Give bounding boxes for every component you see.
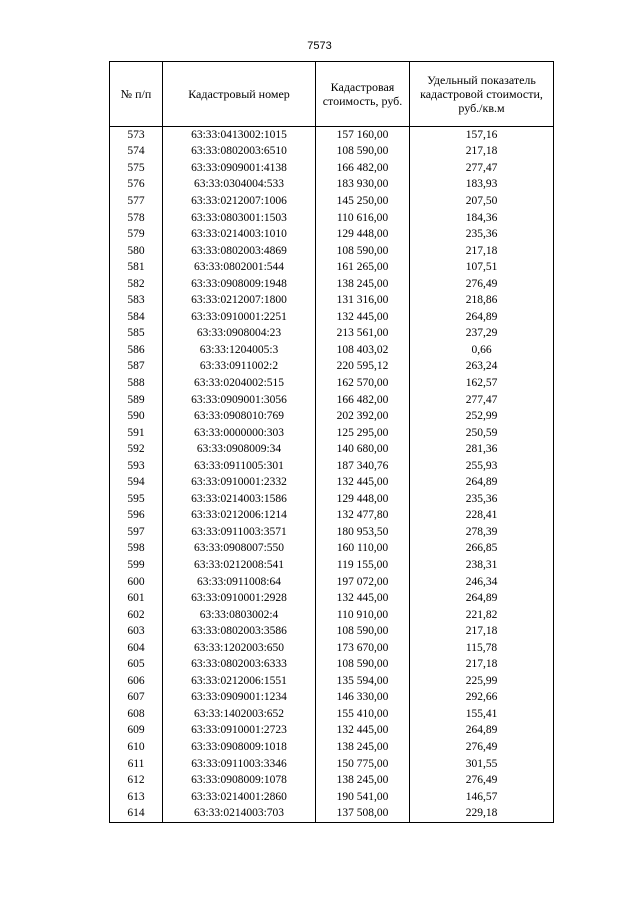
table-row xyxy=(110,657,554,674)
table-row xyxy=(110,739,554,756)
cadastral-value-cell: 119 155,00 xyxy=(316,557,410,574)
row-number-cell: 599 xyxy=(110,557,163,574)
specific-value-cell: 264,89 xyxy=(410,474,554,491)
cadastral-number-cell: 63:33:0214003:703 xyxy=(163,805,316,822)
specific-value-cell: 107,51 xyxy=(410,259,554,276)
cadastral-value-cell: 132 445,00 xyxy=(316,474,410,491)
table-row xyxy=(110,127,554,144)
specific-value-cell: 235,36 xyxy=(410,491,554,508)
cadastral-value-cell: 180 953,50 xyxy=(316,524,410,541)
cadastral-value-cell: 173 670,00 xyxy=(316,640,410,657)
cadastral-value-cell: 108 590,00 xyxy=(316,657,410,674)
row-number-cell: 600 xyxy=(110,574,163,591)
cadastral-number-cell: 63:33:0413002:1015 xyxy=(163,127,316,144)
row-number-cell: 592 xyxy=(110,441,163,458)
cadastral-value-cell: 190 541,00 xyxy=(316,789,410,806)
row-number-cell: 591 xyxy=(110,425,163,442)
specific-value-cell: 221,82 xyxy=(410,607,554,624)
table-row xyxy=(110,441,554,458)
specific-value-cell: 229,18 xyxy=(410,805,554,822)
cadastral-value-cell: 162 570,00 xyxy=(316,375,410,392)
row-number-cell: 581 xyxy=(110,259,163,276)
row-number-cell: 588 xyxy=(110,375,163,392)
row-number-cell: 573 xyxy=(110,127,163,144)
cadastral-number-cell: 63:33:0908009:1078 xyxy=(163,772,316,789)
cadastral-value-cell: 108 403,02 xyxy=(316,342,410,359)
specific-value-cell: 281,36 xyxy=(410,441,554,458)
table-row xyxy=(110,690,554,707)
cadastral-value-cell: 138 245,00 xyxy=(316,276,410,293)
specific-value-cell: 218,86 xyxy=(410,292,554,309)
cadastral-number-cell: 63:33:0908004:23 xyxy=(163,326,316,343)
cadastral-number-cell: 63:33:0910001:2928 xyxy=(163,590,316,607)
cadastral-value-cell: 161 265,00 xyxy=(316,259,410,276)
table-row xyxy=(110,623,554,640)
cadastral-number-cell: 63:33:0911002:2 xyxy=(163,359,316,376)
specific-value-cell: 217,18 xyxy=(410,623,554,640)
table-row xyxy=(110,292,554,309)
header-cadastral-value: Кадастровая стоимость, руб. xyxy=(316,62,410,127)
specific-value-cell: 217,18 xyxy=(410,243,554,260)
cadastral-number-cell: 63:33:0212008:541 xyxy=(163,557,316,574)
row-number-cell: 585 xyxy=(110,326,163,343)
cadastral-value-cell: 150 775,00 xyxy=(316,756,410,773)
cadastral-number-cell: 63:33:0802003:6510 xyxy=(163,144,316,161)
cadastral-number-cell: 63:33:0304004:533 xyxy=(163,177,316,194)
cadastral-value-cell: 108 590,00 xyxy=(316,623,410,640)
row-number-cell: 605 xyxy=(110,657,163,674)
cadastral-number-cell: 63:33:0802001:544 xyxy=(163,259,316,276)
cadastral-value-cell: 110 616,00 xyxy=(316,210,410,227)
cadastral-number-cell: 63:33:0212006:1214 xyxy=(163,508,316,525)
specific-value-cell: 264,89 xyxy=(410,590,554,607)
specific-value-cell: 266,85 xyxy=(410,541,554,558)
cadastral-value-cell: 160 110,00 xyxy=(316,541,410,558)
row-number-cell: 576 xyxy=(110,177,163,194)
cadastral-number-cell: 63:33:0908009:1948 xyxy=(163,276,316,293)
table-row xyxy=(110,458,554,475)
cadastral-number-cell: 63:33:0802003:3586 xyxy=(163,623,316,640)
cadastral-value-cell: 146 330,00 xyxy=(316,690,410,707)
table-row xyxy=(110,789,554,806)
row-number-cell: 583 xyxy=(110,292,163,309)
specific-value-cell: 263,24 xyxy=(410,359,554,376)
specific-value-cell: 237,29 xyxy=(410,326,554,343)
cadastral-value-cell: 220 595,12 xyxy=(316,359,410,376)
specific-value-cell: 264,89 xyxy=(410,723,554,740)
specific-value-cell: 183,93 xyxy=(410,177,554,194)
table-row xyxy=(110,144,554,161)
cadastral-number-cell: 63:33:0910001:2723 xyxy=(163,723,316,740)
specific-value-cell: 277,47 xyxy=(410,160,554,177)
specific-value-cell: 217,18 xyxy=(410,144,554,161)
row-number-cell: 610 xyxy=(110,739,163,756)
table-row xyxy=(110,359,554,376)
cadastral-value-cell: 187 340,76 xyxy=(316,458,410,475)
cadastral-value-cell: 202 392,00 xyxy=(316,408,410,425)
header-row-number: № п/п xyxy=(110,62,163,127)
cadastral-number-cell: 63:33:0212007:1006 xyxy=(163,193,316,210)
specific-value-cell: 252,99 xyxy=(410,408,554,425)
cadastral-value-cell: 110 910,00 xyxy=(316,607,410,624)
specific-value-cell: 238,31 xyxy=(410,557,554,574)
cadastral-value-table xyxy=(109,61,554,823)
table-row xyxy=(110,723,554,740)
specific-value-cell: 255,93 xyxy=(410,458,554,475)
specific-value-cell: 217,18 xyxy=(410,657,554,674)
row-number-cell: 575 xyxy=(110,160,163,177)
table-row xyxy=(110,607,554,624)
row-number-cell: 584 xyxy=(110,309,163,326)
cadastral-value-cell: 155 410,00 xyxy=(316,706,410,723)
row-number-cell: 595 xyxy=(110,491,163,508)
cadastral-number-cell: 63:33:0909001:1234 xyxy=(163,690,316,707)
cadastral-value-cell: 183 930,00 xyxy=(316,177,410,194)
cadastral-number-cell: 63:33:0909001:4138 xyxy=(163,160,316,177)
cadastral-value-cell: 138 245,00 xyxy=(316,772,410,789)
table-row xyxy=(110,706,554,723)
row-number-cell: 604 xyxy=(110,640,163,657)
cadastral-value-cell: 135 594,00 xyxy=(316,673,410,690)
cadastral-value-cell: 166 482,00 xyxy=(316,160,410,177)
table-row xyxy=(110,276,554,293)
cadastral-number-cell: 63:33:0909001:3056 xyxy=(163,392,316,409)
table-row xyxy=(110,673,554,690)
row-number-cell: 590 xyxy=(110,408,163,425)
cadastral-value-cell: 129 448,00 xyxy=(316,491,410,508)
cadastral-number-cell: 63:33:0908010:769 xyxy=(163,408,316,425)
row-number-cell: 580 xyxy=(110,243,163,260)
specific-value-cell: 146,57 xyxy=(410,789,554,806)
table-header xyxy=(110,62,554,127)
table-row xyxy=(110,508,554,525)
header-specific-value: Удельный показатель кадастровой стоимости, руб./кв.м xyxy=(410,62,554,127)
specific-value-cell: 115,78 xyxy=(410,640,554,657)
cadastral-number-cell: 63:33:1204005:3 xyxy=(163,342,316,359)
cadastral-value-cell: 132 477,80 xyxy=(316,508,410,525)
table-row xyxy=(110,805,554,822)
row-number-cell: 582 xyxy=(110,276,163,293)
cadastral-value-cell: 157 160,00 xyxy=(316,127,410,144)
specific-value-cell: 301,55 xyxy=(410,756,554,773)
table-row xyxy=(110,210,554,227)
row-number-cell: 602 xyxy=(110,607,163,624)
cadastral-value-cell: 108 590,00 xyxy=(316,243,410,260)
specific-value-cell: 184,36 xyxy=(410,210,554,227)
row-number-cell: 607 xyxy=(110,690,163,707)
cadastral-value-cell: 145 250,00 xyxy=(316,193,410,210)
cadastral-number-cell: 63:33:0212006:1551 xyxy=(163,673,316,690)
table-row xyxy=(110,474,554,491)
table-row xyxy=(110,243,554,260)
row-number-cell: 612 xyxy=(110,772,163,789)
specific-value-cell: 276,49 xyxy=(410,739,554,756)
table-row xyxy=(110,491,554,508)
table-row xyxy=(110,557,554,574)
cadastral-number-cell: 63:33:0214003:1010 xyxy=(163,226,316,243)
row-number-cell: 587 xyxy=(110,359,163,376)
cadastral-value-cell: 132 445,00 xyxy=(316,590,410,607)
table-row xyxy=(110,226,554,243)
row-number-cell: 606 xyxy=(110,673,163,690)
row-number-cell: 579 xyxy=(110,226,163,243)
specific-value-cell: 157,16 xyxy=(410,127,554,144)
table-row xyxy=(110,425,554,442)
specific-value-cell: 276,49 xyxy=(410,772,554,789)
table-row xyxy=(110,590,554,607)
table-row xyxy=(110,524,554,541)
specific-value-cell: 250,59 xyxy=(410,425,554,442)
cadastral-value-cell: 213 561,00 xyxy=(316,326,410,343)
cadastral-number-cell: 63:33:0212007:1800 xyxy=(163,292,316,309)
row-number-cell: 614 xyxy=(110,805,163,822)
table-row xyxy=(110,756,554,773)
cadastral-number-cell: 63:33:1402003:652 xyxy=(163,706,316,723)
row-number-cell: 611 xyxy=(110,756,163,773)
cadastral-value-cell: 132 445,00 xyxy=(316,309,410,326)
cadastral-value-cell: 108 590,00 xyxy=(316,144,410,161)
specific-value-cell: 246,34 xyxy=(410,574,554,591)
cadastral-number-cell: 63:33:0910001:2251 xyxy=(163,309,316,326)
row-number-cell: 577 xyxy=(110,193,163,210)
cadastral-number-cell: 63:33:0214003:1586 xyxy=(163,491,316,508)
table-row xyxy=(110,326,554,343)
table-row xyxy=(110,375,554,392)
table-row xyxy=(110,342,554,359)
table-row xyxy=(110,574,554,591)
row-number-cell: 596 xyxy=(110,508,163,525)
row-number-cell: 589 xyxy=(110,392,163,409)
table-row xyxy=(110,408,554,425)
cadastral-number-cell: 63:33:0802003:6333 xyxy=(163,657,316,674)
cadastral-value-cell: 129 448,00 xyxy=(316,226,410,243)
specific-value-cell: 155,41 xyxy=(410,706,554,723)
specific-value-cell: 0,66 xyxy=(410,342,554,359)
specific-value-cell: 276,49 xyxy=(410,276,554,293)
row-number-cell: 593 xyxy=(110,458,163,475)
cadastral-value-cell: 166 482,00 xyxy=(316,392,410,409)
cadastral-value-cell: 125 295,00 xyxy=(316,425,410,442)
cadastral-number-cell: 63:33:0803001:1503 xyxy=(163,210,316,227)
cadastral-number-cell: 63:33:0911003:3346 xyxy=(163,756,316,773)
cadastral-number-cell: 63:33:0000000:303 xyxy=(163,425,316,442)
cadastral-number-cell: 63:33:0911003:3571 xyxy=(163,524,316,541)
row-number-cell: 601 xyxy=(110,590,163,607)
cadastral-number-cell: 63:33:0802003:4869 xyxy=(163,243,316,260)
row-number-cell: 613 xyxy=(110,789,163,806)
cadastral-number-cell: 63:33:0803002:4 xyxy=(163,607,316,624)
row-number-cell: 594 xyxy=(110,474,163,491)
cadastral-number-cell: 63:33:0911005:301 xyxy=(163,458,316,475)
specific-value-cell: 162,57 xyxy=(410,375,554,392)
cadastral-number-cell: 63:33:0910001:2332 xyxy=(163,474,316,491)
specific-value-cell: 264,89 xyxy=(410,309,554,326)
table-row xyxy=(110,193,554,210)
row-number-cell: 609 xyxy=(110,723,163,740)
table-row xyxy=(110,541,554,558)
row-number-cell: 597 xyxy=(110,524,163,541)
cadastral-value-cell: 131 316,00 xyxy=(316,292,410,309)
table-row xyxy=(110,160,554,177)
specific-value-cell: 228,41 xyxy=(410,508,554,525)
row-number-cell: 586 xyxy=(110,342,163,359)
cadastral-number-cell: 63:33:0204002:515 xyxy=(163,375,316,392)
cadastral-value-cell: 140 680,00 xyxy=(316,441,410,458)
row-number-cell: 598 xyxy=(110,541,163,558)
cadastral-value-cell: 138 245,00 xyxy=(316,739,410,756)
cadastral-number-cell: 63:33:0908009:1018 xyxy=(163,739,316,756)
cadastral-number-cell: 63:33:0214001:2860 xyxy=(163,789,316,806)
table-row xyxy=(110,309,554,326)
cadastral-number-cell: 63:33:0911008:64 xyxy=(163,574,316,591)
cadastral-value-cell: 137 508,00 xyxy=(316,805,410,822)
specific-value-cell: 225,99 xyxy=(410,673,554,690)
cadastral-number-cell: 63:33:0908007:550 xyxy=(163,541,316,558)
page-number: 7573 xyxy=(307,40,332,52)
cadastral-value-cell: 132 445,00 xyxy=(316,723,410,740)
row-number-cell: 608 xyxy=(110,706,163,723)
table-row xyxy=(110,392,554,409)
specific-value-cell: 278,39 xyxy=(410,524,554,541)
row-number-cell: 574 xyxy=(110,144,163,161)
cadastral-number-cell: 63:33:1202003:650 xyxy=(163,640,316,657)
row-number-cell: 603 xyxy=(110,623,163,640)
header-cadastral-number: Кадастровый номер xyxy=(163,62,316,127)
header-row xyxy=(110,62,554,127)
table-body xyxy=(110,127,554,823)
table-row xyxy=(110,177,554,194)
cadastral-number-cell: 63:33:0908009:34 xyxy=(163,441,316,458)
specific-value-cell: 292,66 xyxy=(410,690,554,707)
specific-value-cell: 277,47 xyxy=(410,392,554,409)
table-row xyxy=(110,772,554,789)
table-row xyxy=(110,640,554,657)
specific-value-cell: 235,36 xyxy=(410,226,554,243)
cadastral-value-cell: 197 072,00 xyxy=(316,574,410,591)
row-number-cell: 578 xyxy=(110,210,163,227)
table-row xyxy=(110,259,554,276)
specific-value-cell: 207,50 xyxy=(410,193,554,210)
